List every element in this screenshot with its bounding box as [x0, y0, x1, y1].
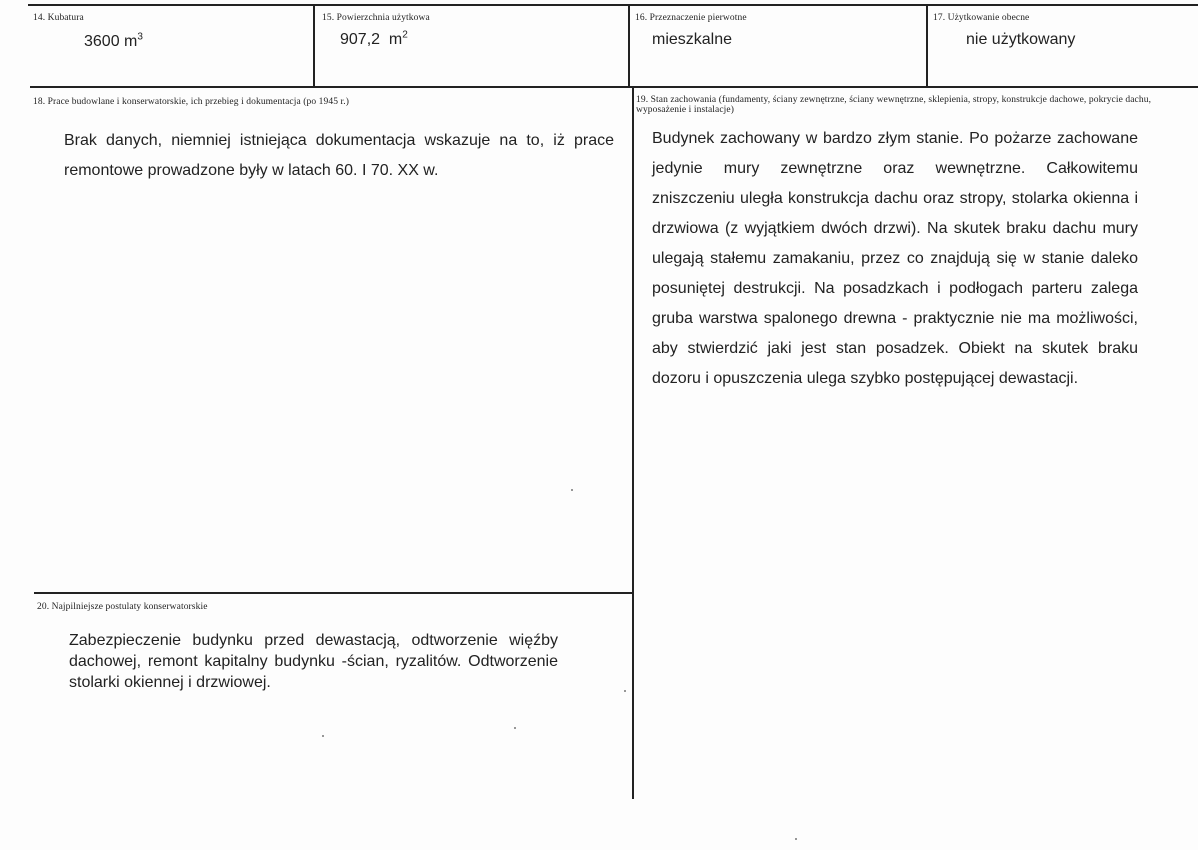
field-17-label: 17. Użytkowanie obecne: [933, 13, 1030, 23]
main-column-divider: [632, 87, 634, 799]
field-18-label: 18. Prace budowlane i konserwatorskie, ich przebieg i dokumentacja (po 1945 r.): [33, 97, 350, 107]
scan-speck: [795, 838, 797, 840]
field-16-value: mieszkalne: [652, 31, 733, 48]
header-row-bottom-line: [30, 86, 1198, 88]
field-15-value-text: 907,2 m: [340, 31, 403, 48]
scan-speck: [571, 489, 573, 491]
field-18-text: Brak danych, niemniej istniejąca dokumentacja wskazuje na to, iż prace remontowe prowadzone były w latach 60. I 70. XX w.: [64, 132, 614, 179]
field-16-label: 16. Przeznaczenie pierwotne: [635, 13, 747, 23]
field-15-unit-superscript: 2: [402, 29, 408, 41]
field-20-label: 20. Najpilniejsze postulaty konserwatorskie: [37, 602, 208, 612]
field-17-value: nie użytkowany: [966, 31, 1076, 48]
top-border-line: [28, 4, 1198, 6]
field-15-label: 15. Powierzchnia użytkowa: [322, 13, 430, 23]
scan-speck: [624, 690, 626, 692]
field-14-value-text: 3600 m: [84, 33, 138, 50]
field-14-label: 14. Kubatura: [33, 13, 84, 23]
scan-speck: [514, 727, 516, 729]
scan-speck: [322, 735, 324, 737]
header-divider-1: [313, 5, 315, 87]
field20-top-line: [34, 592, 633, 594]
field-15-value: [340, 31, 408, 49]
field-19-label: 19. Stan zachowania (fundamenty, ściany zewnętrzne, ściany wewnętrzne, sklepienia, stropy, konstrukcje dachowe, pokrycie dachu, wyposażenie i instalacje): [636, 95, 1152, 115]
field-19-text: Budynek zachowany w bardzo złym stanie. Po pożarze zachowane jedynie mury zewnętrzne oraz wewnętrzne. Całkowitemu zniszczeniu uległa konstrukcja dachu oraz stropy, stolarka okienna i drzwiowa (z wyjątkiem dwóch drzwi). Na skutek braku dachu mury ulegają stałemu zamakaniu, przez co znajdują się w stanie daleko posuniętej destrukcji. Na posadzkach i podłogach parteru zalega gruba warstwa spalonego drewna - praktycznie nie ma możliwości, aby stwierdzić jaki jest stan posadzek. Obiekt na skutek braku dozoru i opuszczenia ulega szybko postępującej dewastacji.: [652, 130, 1138, 387]
field-14-value: [84, 33, 143, 51]
field-14-unit-superscript: 3: [137, 31, 143, 43]
header-divider-3: [926, 5, 928, 87]
header-divider-2: [628, 5, 630, 87]
field-20-text: Zabezpieczenie budynku przed dewastacją, odtworzenie więźby dachowej, remont kapitalny budynku -ścian, ryzalitów. Odtworzenie stolarki okiennej i drzwiowej.: [69, 632, 558, 691]
